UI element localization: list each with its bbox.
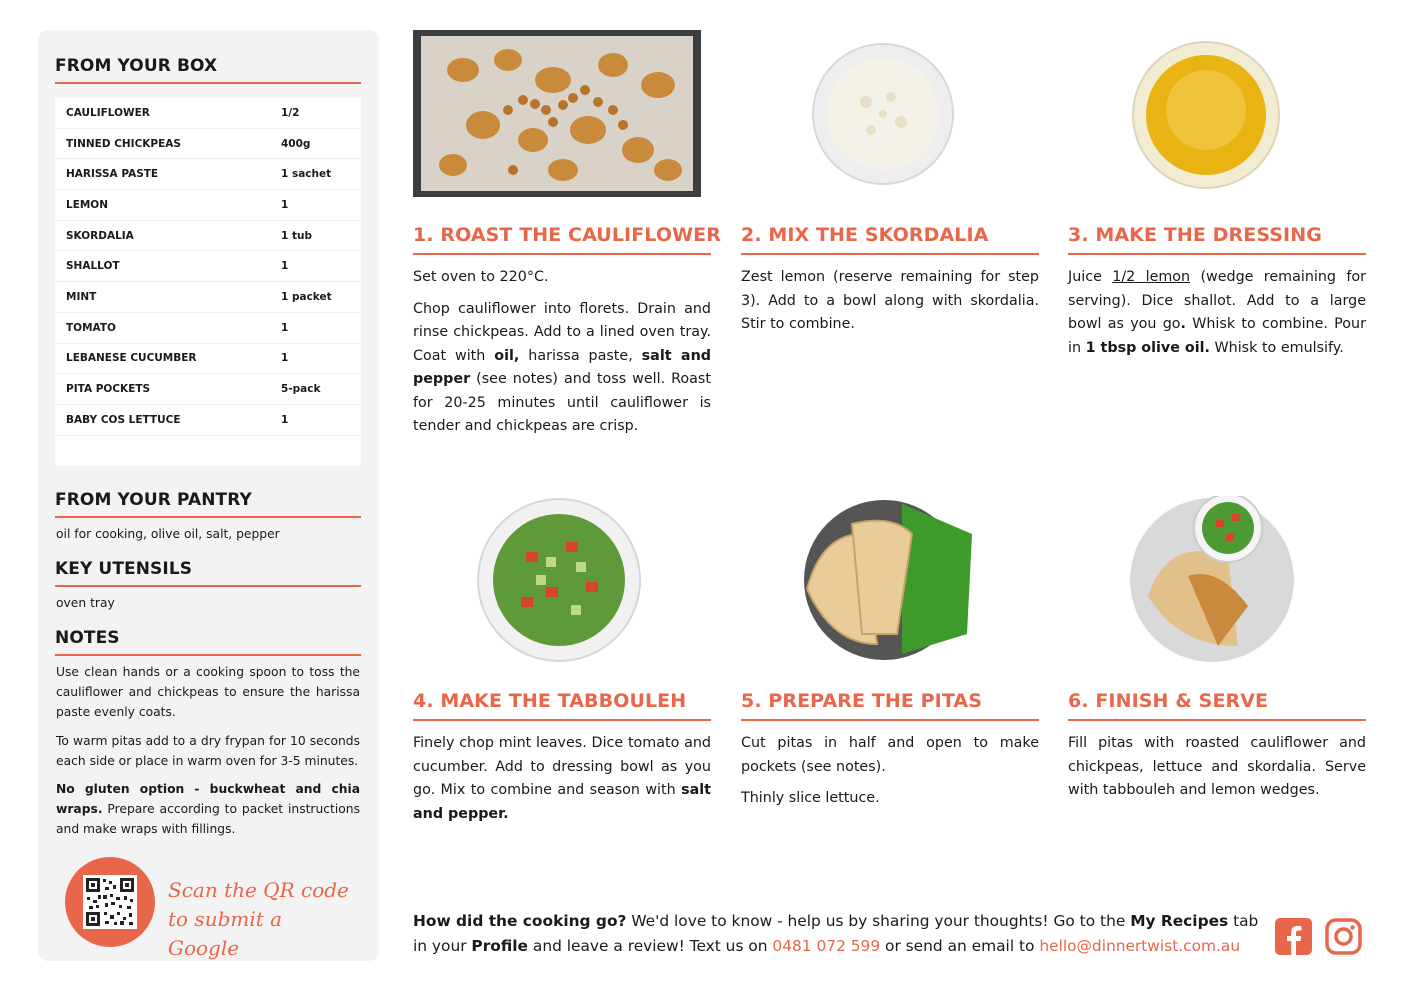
text-run: harissa paste, [519,347,642,364]
finished-dish-image [1128,496,1296,664]
step-2-body [741,266,1039,345]
step-2-title: 2. MIX THE SKORDALIA [741,224,989,246]
ingredient-qty: 1 packet [281,290,332,303]
ingredient-name: HARISSA PASTE [66,168,159,181]
ingredient-name: BABY COS LETTUCE [66,413,181,426]
note-3-rest: Prepare according to packet instructions and make wraps with fillings. [56,802,360,836]
ingredient-row [55,282,361,313]
qr-code-icon [83,875,137,929]
qr-code-badge[interactable] [65,857,155,947]
bold-run: 1 tbsp olive oil. [1085,339,1210,356]
ingredient-name: SKORDALIA [66,229,134,242]
ingredient-row [55,313,361,344]
ingredient-name: MINT [66,290,97,303]
step-5-p1: Cut pitas in half and open to make pockets (see notes). [741,735,1039,775]
ingredient-qty: 400g [281,137,311,150]
utensils-text: oven tray [56,596,115,610]
ingredients-table [55,98,361,466]
ingredient-qty: 1 [281,413,289,426]
bold-run: . [1180,316,1186,332]
step-3-rule [1068,253,1366,255]
notes-heading: NOTES [55,628,120,648]
note-1: Use clean hands or a cooking spoon to toss the cauliflower and chickpeas to ensure the harissa paste evenly coats. [56,665,360,719]
step-4-rule [413,719,711,721]
step-2-rule [741,253,1039,255]
bold-run: salt and pepper. [413,782,711,822]
text-run: Finely chop mint leaves. Dice tomato and cucumber. Add to dressing bowl as you go. Mix to combine and season with [413,735,711,798]
email-link[interactable]: hello@dinnertwist.com.au [1039,937,1241,955]
ingredient-name: CAULIFLOWER [66,106,150,119]
ingredient-qty: 1 [281,321,289,334]
step-1-rule [413,253,711,255]
step-6-rule [1068,719,1366,721]
ingredient-name: SHALLOT [66,260,120,273]
key-utensils-heading: KEY UTENSILS [55,559,193,579]
ingredient-row [55,98,361,129]
note-2: To warm pitas add to a dry frypan for 10 seconds each side or place in warm oven for 3-5 minutes. [56,734,360,768]
my-recipes-label: My Recipes [1130,912,1229,930]
step-2-p1: Zest lemon (reserve remaining for step 3). Add to a bowl along with skordalia. Stir to combine. [741,269,1039,332]
step-3-body [1068,266,1366,368]
bold-run: oil, [494,347,520,364]
ingredient-name: LEMON [66,198,109,211]
step-4-p1 [413,732,711,826]
text-run: Juice [1068,269,1113,285]
from-your-pantry-heading: FROM YOUR PANTRY [55,490,252,510]
instagram-icon[interactable] [1325,918,1362,955]
step-6-p1: Fill pitas with roasted cauliflower and chickpeas, lettuce and skordalia. Serve with tabbouleh and lemon wedges. [1068,735,1366,798]
roast-tray-image [413,30,701,197]
step-1-body [413,266,711,447]
ingredient-qty: 1/2 [281,106,300,119]
note-3-bold: No gluten option - buckwheat and chia wraps. [56,782,360,816]
pitas-lettuce-image [802,494,978,664]
qr-caption: Scan the QR code to submit a Google [168,878,349,960]
heading-rule [55,654,361,656]
feedback-footer [413,909,1263,959]
heading-rule [55,82,361,84]
tabbouleh-bowl-image [476,497,642,663]
step-5-rule [741,719,1039,721]
step-5-title: 5. PREPARE THE PITAS [741,690,983,712]
ingredient-name: TINNED CHICKPEAS [66,137,181,150]
text-run: (wedge remaining for serving). Dice shallot. Add to a large bowl as you go [1068,269,1366,332]
step-6-title: 6. FINISH & SERVE [1068,690,1269,712]
step-3-title: 3. MAKE THE DRESSING [1068,224,1322,246]
text-run: Chop cauliflower into florets. Drain and rinse chickpeas. Add to a lined oven tray. Coat with [413,300,711,364]
ingredient-qty: 5-pack [281,383,321,396]
phone-link[interactable]: 0481 072 599 [772,937,881,955]
underline-run: 1/2 lemon [1112,269,1191,285]
ingredients-sidebar [38,30,379,961]
step-6-body [1068,732,1366,811]
dressing-bowl-image [1131,40,1281,190]
from-your-box-heading: FROM YOUR BOX [55,56,218,76]
note-3 [56,779,360,839]
ingredient-qty: 1 [281,260,289,273]
skordalia-bowl-image [811,42,955,186]
step-3-p1 [1068,266,1366,360]
ingredient-qty: 1 [281,352,289,365]
footer-question: How did the cooking go? [413,912,627,930]
text-run: tab in your [413,912,1259,955]
facebook-icon[interactable] [1275,918,1312,955]
pantry-text: oil for cooking, olive oil, salt, pepper [56,527,280,541]
ingredient-name: TOMATO [66,321,116,334]
text-run: or send an email to [880,937,1040,955]
ingredient-qty: 1 [281,198,289,211]
ingredient-row [55,221,361,252]
ingredient-row [55,190,361,221]
step-4-body [413,732,711,834]
text-run: Whisk to combine. Pour in [1068,316,1366,356]
ingredient-name: PITA POCKETS [66,383,151,396]
ingredient-row [55,344,361,375]
bold-run: salt and pepper [413,347,711,387]
ingredient-qty: 1 tub [281,229,312,242]
ingredient-row [55,129,361,160]
step-1-p1: Set oven to 220°C. [413,269,549,285]
heading-rule [55,516,361,518]
text-run: Whisk to emulsify. [1209,339,1344,356]
ingredient-row [55,159,361,190]
profile-label: Profile [471,937,528,955]
ingredient-row [55,251,361,282]
step-5-p2: Thinly slice lettuce. [741,790,880,806]
heading-rule [55,585,361,587]
step-4-title: 4. MAKE THE TABBOULEH [413,690,687,712]
text-run: (see notes) and toss well. Roast for 20-25 minutes until cauliflower is tender and chickpeas are crisp. [413,371,711,434]
step-1-title: 1. ROAST THE CAULIFLOWER [413,224,721,246]
ingredient-name: LEBANESE CUCUMBER [66,352,197,365]
step-5-body [741,732,1039,819]
text-run: and leave a review! Text us on [528,937,773,955]
ingredient-row [55,405,361,436]
text-run: We'd love to know - help us by sharing your thoughts! Go to the [626,912,1131,930]
step-1-p2 [413,298,711,439]
ingredient-row [55,374,361,405]
ingredient-qty: 1 sachet [281,168,332,181]
